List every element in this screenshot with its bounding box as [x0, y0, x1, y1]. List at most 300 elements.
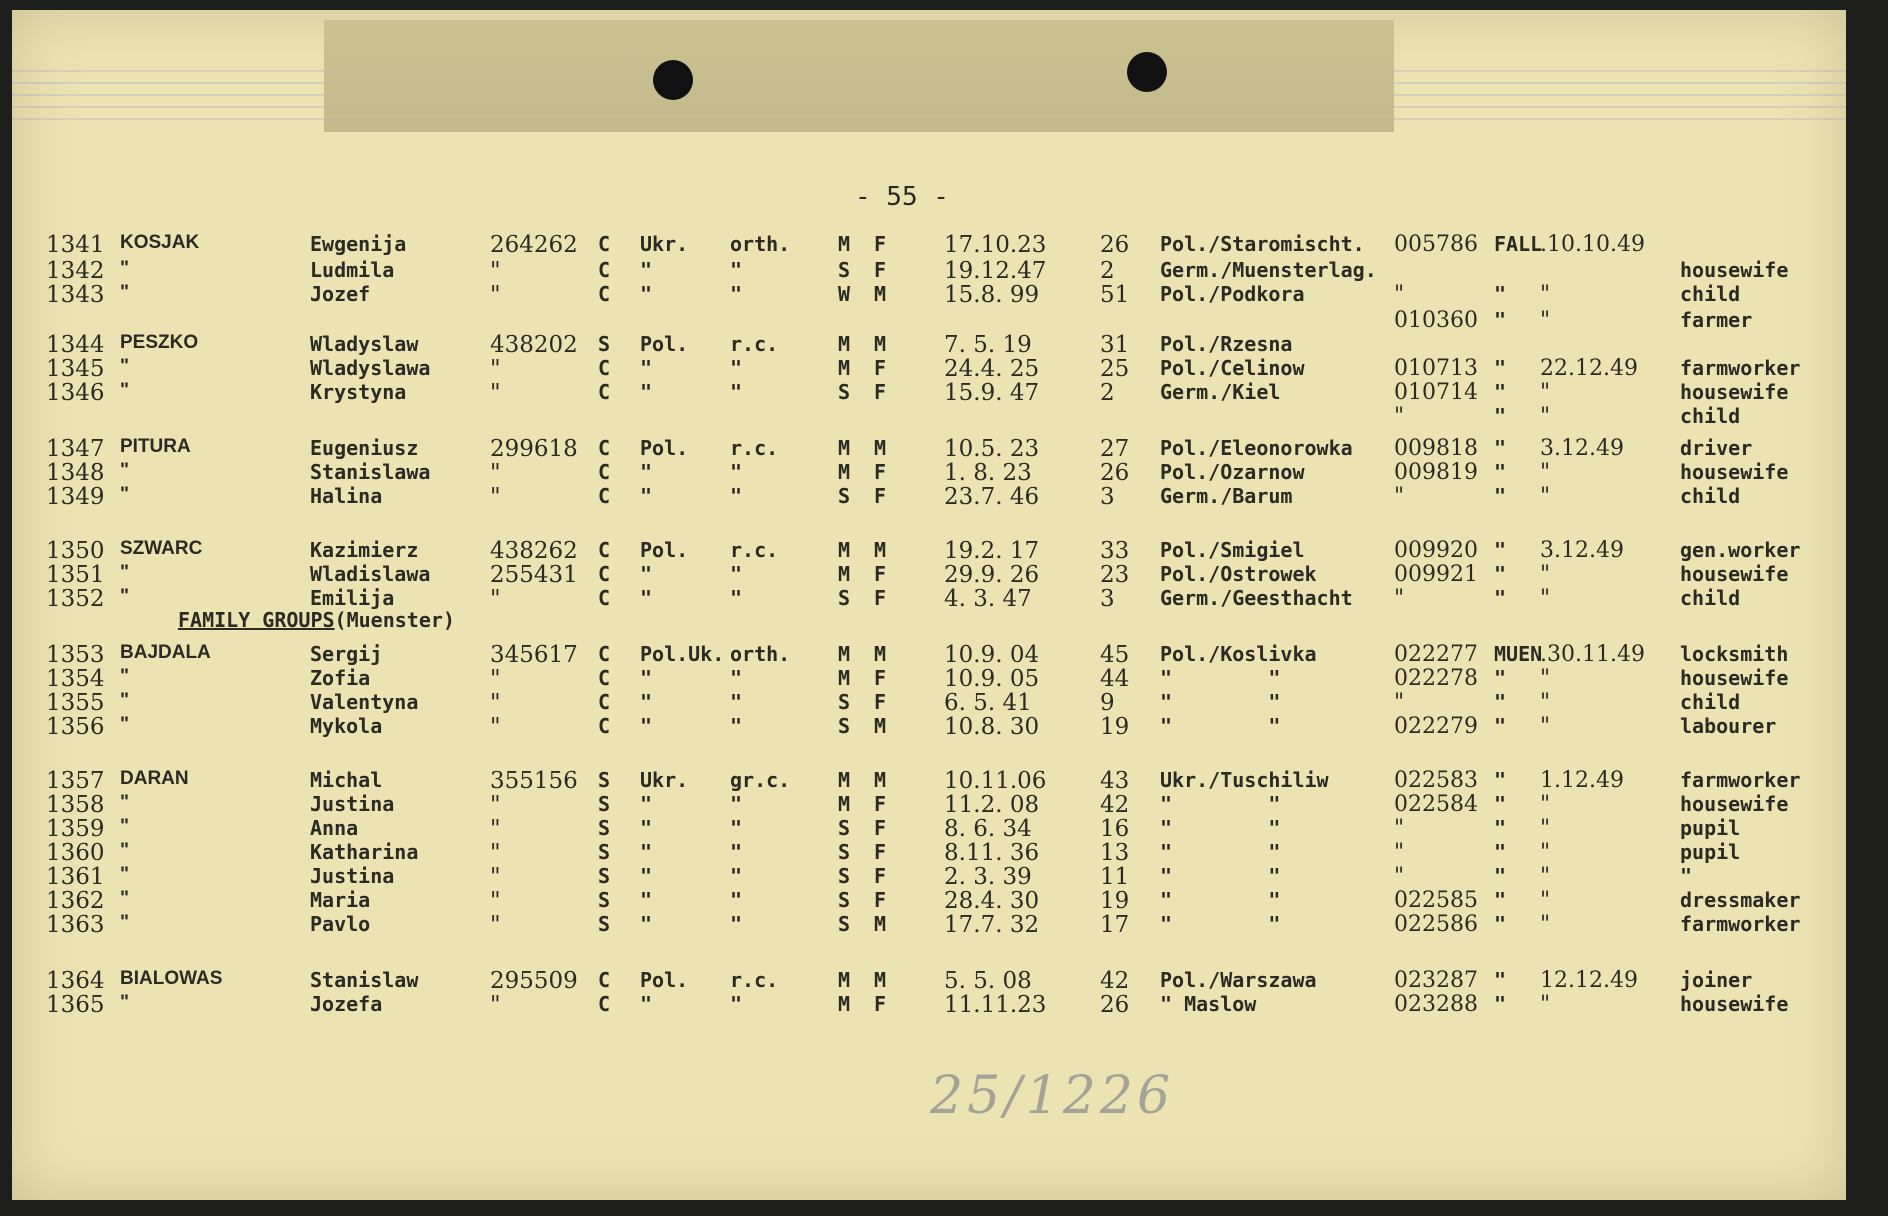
- cell-cat: C: [598, 436, 611, 460]
- cell-cat: C: [598, 460, 611, 484]
- cell-dest: ": [1494, 562, 1507, 586]
- cell-sex: F: [874, 258, 887, 282]
- cell-origin: " ": [1160, 888, 1281, 912]
- cell-no: 1353: [46, 642, 105, 668]
- cell-dob: 4. 3. 47: [944, 586, 1032, 612]
- cell-dest: ": [1494, 484, 1507, 508]
- cell-surname: ": [120, 460, 130, 481]
- cell-dob: 28.4. 30: [944, 888, 1040, 914]
- cell-cat: C: [598, 992, 611, 1016]
- cell-nat: ": [640, 484, 653, 508]
- cell-doc: 023287: [1394, 968, 1478, 993]
- cell-age: 13: [1100, 840, 1130, 866]
- cell-dob: 10.9. 05: [944, 666, 1040, 692]
- cell-no: 1343: [46, 282, 105, 308]
- cell-cat: C: [598, 968, 611, 992]
- cell-origin: Pol./Celinow: [1160, 356, 1305, 380]
- cell-occ: housewife: [1680, 460, 1789, 484]
- cell-occ: ": [1680, 864, 1693, 888]
- cell-date: ": [1540, 460, 1551, 485]
- cell-surname: ": [120, 864, 130, 885]
- cell-sex: F: [874, 690, 887, 714]
- cell-no: 1354: [46, 666, 105, 692]
- cell-occ: locksmith: [1680, 642, 1789, 666]
- cell-first: Jozef: [310, 282, 371, 306]
- punch-hole-icon: [653, 60, 693, 100]
- cell-surname: ": [120, 562, 130, 583]
- cell-date: ": [1540, 864, 1551, 889]
- table-row: [0, 562, 1834, 587]
- table-row: [0, 714, 1834, 739]
- cell-dest: ": [1494, 840, 1507, 864]
- cell-doc: 009819: [1394, 460, 1478, 485]
- cell-rel: ": [730, 690, 743, 714]
- cell-first: Maria: [310, 888, 371, 912]
- cell-surname: ": [120, 840, 130, 861]
- cell-age: 27: [1100, 436, 1130, 462]
- table-row: [0, 282, 1834, 307]
- cell-fam: S: [838, 714, 851, 738]
- cell-date: .30.11.49: [1540, 642, 1645, 667]
- cell-date: 22.12.49: [1540, 356, 1638, 381]
- cell-doc: 022586: [1394, 912, 1478, 937]
- cell-age: 26: [1100, 232, 1130, 258]
- cell-doc: 022277: [1394, 642, 1478, 667]
- cell-origin: " ": [1160, 690, 1281, 714]
- cell-first: Justina: [310, 792, 395, 816]
- cell-date: ": [1540, 404, 1551, 429]
- cell-nat: ": [640, 666, 653, 690]
- cell-doc: ": [1394, 404, 1405, 429]
- cell-nat: ": [640, 912, 653, 936]
- cell-dest: ": [1494, 888, 1507, 912]
- cell-id: ": [490, 714, 501, 740]
- cell-nat: Pol.Uk.: [640, 642, 725, 666]
- cell-first: Krystyna: [310, 380, 407, 404]
- cell-rel: ": [730, 586, 743, 610]
- cell-nat: ": [640, 258, 653, 282]
- cell-surname: ": [120, 258, 130, 279]
- cell-dob: 15.9. 47: [944, 380, 1040, 406]
- cell-origin: Ukr./Tuschiliw: [1160, 768, 1329, 792]
- cell-occ: housewife: [1680, 380, 1789, 404]
- cell-origin: Pol./Ostrowek: [1160, 562, 1317, 586]
- cell-rel: ": [730, 792, 743, 816]
- cell-occ: housewife: [1680, 992, 1789, 1016]
- cell-age: 11: [1100, 864, 1130, 890]
- cell-first: Halina: [310, 484, 383, 508]
- cell-doc: ": [1394, 864, 1405, 889]
- cell-nat: ": [640, 586, 653, 610]
- table-row: [0, 816, 1834, 841]
- cell-no: 1358: [46, 792, 105, 818]
- cell-first: Emilija: [310, 586, 395, 610]
- cell-occ: housewife: [1680, 258, 1789, 282]
- cell-no: 1363: [46, 912, 105, 938]
- table-row: [0, 308, 1834, 333]
- table-row: [0, 992, 1834, 1017]
- cell-surname: PITURA: [120, 436, 191, 457]
- cell-id: ": [490, 864, 501, 890]
- cell-date: ": [1540, 282, 1551, 307]
- cell-fam: S: [838, 888, 851, 912]
- cell-doc: 009920: [1394, 538, 1478, 563]
- cell-first: Michal: [310, 768, 383, 792]
- cell-dob: 17.10.23: [944, 232, 1047, 258]
- cell-no: 1365: [46, 992, 105, 1018]
- cell-rel: gr.c.: [730, 768, 791, 792]
- cell-age: 17: [1100, 912, 1130, 938]
- cell-nat: ": [640, 792, 653, 816]
- cell-origin: " ": [1160, 816, 1281, 840]
- cell-first: Sergij: [310, 642, 383, 666]
- cell-cat: C: [598, 586, 611, 610]
- cell-dob: 11.2. 08: [944, 792, 1040, 818]
- cell-dob: 23.7. 46: [944, 484, 1040, 510]
- cell-fam: M: [838, 642, 851, 666]
- cell-first: Wladislawa: [310, 562, 431, 586]
- cell-cat: C: [598, 666, 611, 690]
- cell-nat: Pol.: [640, 332, 689, 356]
- cell-origin: Pol./Staromischt.: [1160, 232, 1365, 256]
- table-row: [0, 642, 1834, 667]
- cell-dest: ": [1494, 768, 1507, 792]
- cell-occ: child: [1680, 690, 1741, 714]
- cell-rel: ": [730, 840, 743, 864]
- cell-origin: Pol./Warszawa: [1160, 968, 1317, 992]
- cell-age: 9: [1100, 690, 1115, 716]
- cell-occ: gen.worker: [1680, 538, 1801, 562]
- cell-occ: housewife: [1680, 792, 1789, 816]
- cell-doc: 005786: [1394, 232, 1478, 257]
- cell-dest: ": [1494, 380, 1507, 404]
- cell-fam: S: [838, 380, 851, 404]
- cell-cat: C: [598, 356, 611, 380]
- cell-occ: farmworker: [1680, 768, 1801, 792]
- cell-rel: ": [730, 356, 743, 380]
- cell-cat: S: [598, 332, 611, 356]
- cell-id: ": [490, 484, 501, 510]
- table-row: [0, 232, 1834, 257]
- cell-sex: F: [874, 666, 887, 690]
- cell-rel: ": [730, 912, 743, 936]
- cell-id: 295509: [490, 968, 578, 994]
- cell-origin: " ": [1160, 864, 1281, 888]
- cell-occ: pupil: [1680, 816, 1741, 840]
- cell-age: 25: [1100, 356, 1130, 382]
- cell-fam: M: [838, 968, 851, 992]
- cell-date: 1.12.49: [1540, 768, 1624, 793]
- cell-rel: r.c.: [730, 968, 779, 992]
- section-heading: [178, 608, 455, 632]
- cell-fam: W: [838, 282, 851, 306]
- cell-dest: ": [1494, 308, 1507, 332]
- cell-doc: ": [1394, 816, 1405, 841]
- cell-sex: F: [874, 840, 887, 864]
- cell-date: ": [1540, 586, 1551, 611]
- cell-date: ": [1540, 484, 1551, 509]
- cell-no: 1341: [46, 232, 105, 258]
- cell-no: 1349: [46, 484, 105, 510]
- cell-dob: 29.9. 26: [944, 562, 1040, 588]
- cell-doc: 022279: [1394, 714, 1478, 739]
- cell-fam: M: [838, 666, 851, 690]
- cell-occ: housewife: [1680, 666, 1789, 690]
- cell-doc: 009818: [1394, 436, 1478, 461]
- table-row: [0, 380, 1834, 405]
- cell-fam: S: [838, 864, 851, 888]
- cell-sex: M: [874, 436, 887, 460]
- cell-sex: M: [874, 714, 887, 738]
- cell-dest: ": [1494, 436, 1507, 460]
- cell-fam: M: [838, 332, 851, 356]
- cell-cat: C: [598, 258, 611, 282]
- cell-dest: FALL: [1494, 232, 1543, 256]
- cell-first: Valentyna: [310, 690, 419, 714]
- cell-dob: 24.4. 25: [944, 356, 1040, 382]
- table-row: [0, 666, 1834, 691]
- cell-id: ": [490, 380, 501, 406]
- cell-nat: Pol.: [640, 968, 689, 992]
- cell-id: 299618: [490, 436, 578, 462]
- table-row: [0, 460, 1834, 485]
- cell-nat: ": [640, 816, 653, 840]
- cell-nat: ": [640, 840, 653, 864]
- cell-occ: dressmaker: [1680, 888, 1801, 912]
- cell-age: 23: [1100, 562, 1130, 588]
- cell-rel: ": [730, 460, 743, 484]
- cell-dest: ": [1494, 404, 1507, 428]
- table-row: [0, 768, 1834, 793]
- cell-date: ": [1540, 690, 1551, 715]
- cell-nat: ": [640, 380, 653, 404]
- cell-date: ": [1540, 888, 1551, 913]
- cell-no: 1345: [46, 356, 105, 382]
- cell-cat: C: [598, 484, 611, 508]
- cell-date: ": [1540, 562, 1551, 587]
- cell-surname: KOSJAK: [120, 232, 200, 253]
- table-row: [0, 690, 1834, 715]
- cell-cat: C: [598, 562, 611, 586]
- cell-rel: ": [730, 562, 743, 586]
- cell-age: 31: [1100, 332, 1130, 358]
- cell-id: 438262: [490, 538, 578, 564]
- cell-cat: S: [598, 864, 611, 888]
- cell-no: 1357: [46, 768, 105, 794]
- cell-id: ": [490, 840, 501, 866]
- cell-sex: F: [874, 864, 887, 888]
- cell-fam: M: [838, 436, 851, 460]
- cell-dest: ": [1494, 992, 1507, 1016]
- cell-date: ": [1540, 308, 1551, 333]
- cell-surname: BAJDALA: [120, 642, 211, 663]
- cell-origin: Pol./Rzesna: [1160, 332, 1293, 356]
- cell-dest: ": [1494, 356, 1507, 380]
- cell-origin: Pol./Koslivka: [1160, 642, 1317, 666]
- cell-age: 2: [1100, 258, 1115, 284]
- cell-dob: 11.11.23: [944, 992, 1047, 1018]
- cell-origin: " ": [1160, 666, 1281, 690]
- cell-sex: M: [874, 538, 887, 562]
- cell-id: ": [490, 792, 501, 818]
- cell-id: 345617: [490, 642, 578, 668]
- cell-age: 43: [1100, 768, 1130, 794]
- cell-dob: 15.8. 99: [944, 282, 1040, 308]
- cell-id: 438202: [490, 332, 578, 358]
- cell-nat: ": [640, 562, 653, 586]
- cell-cat: C: [598, 714, 611, 738]
- cell-date: ": [1540, 816, 1551, 841]
- cell-origin: Germ./Barum: [1160, 484, 1293, 508]
- cell-rel: ": [730, 258, 743, 282]
- cell-no: 1344: [46, 332, 105, 358]
- cell-cat: S: [598, 888, 611, 912]
- cell-no: 1359: [46, 816, 105, 842]
- cell-date: ": [1540, 666, 1551, 691]
- cell-no: 1352: [46, 586, 105, 612]
- cell-date: ": [1540, 840, 1551, 865]
- cell-doc: 010360: [1394, 308, 1478, 333]
- cell-occ: farmworker: [1680, 912, 1801, 936]
- cell-fam: M: [838, 768, 851, 792]
- cell-age: 16: [1100, 816, 1130, 842]
- cell-dob: 10.11.06: [944, 768, 1047, 794]
- cell-age: 26: [1100, 460, 1130, 486]
- cell-rel: r.c.: [730, 436, 779, 460]
- cell-surname: PESZKO: [120, 332, 199, 353]
- cell-nat: Ukr.: [640, 232, 689, 256]
- cell-surname: ": [120, 792, 130, 813]
- cell-origin: Pol./Podkora: [1160, 282, 1305, 306]
- cell-surname: ": [120, 714, 130, 735]
- cell-dest: ": [1494, 666, 1507, 690]
- cell-first: Ewgenija: [310, 232, 407, 256]
- table-row: [0, 864, 1834, 889]
- cell-id: 355156: [490, 768, 578, 794]
- cell-dest: MUEN: [1494, 642, 1543, 666]
- cell-no: 1346: [46, 380, 105, 406]
- cell-dob: 7. 5. 19: [944, 332, 1032, 358]
- cell-dob: 2. 3. 39: [944, 864, 1032, 890]
- cell-dob: 6. 5. 41: [944, 690, 1032, 716]
- cell-dest: ": [1494, 968, 1507, 992]
- cell-doc: ": [1394, 840, 1405, 865]
- cell-occ: child: [1680, 282, 1741, 306]
- cell-date: ": [1540, 912, 1551, 937]
- cell-sex: F: [874, 992, 887, 1016]
- cell-rel: r.c.: [730, 332, 779, 356]
- cell-age: 19: [1100, 888, 1130, 914]
- cell-first: Wladyslaw: [310, 332, 419, 356]
- cell-nat: Ukr.: [640, 768, 689, 792]
- cell-fam: M: [838, 356, 851, 380]
- section-heading-underlined: FAMILY GROUPS: [178, 608, 335, 632]
- cell-sex: F: [874, 792, 887, 816]
- cell-age: 2: [1100, 380, 1115, 406]
- cell-date: ": [1540, 992, 1551, 1017]
- cell-origin: Germ./Muensterlag.: [1160, 258, 1377, 282]
- cell-cat: C: [598, 282, 611, 306]
- cell-cat: C: [598, 538, 611, 562]
- section-heading-rest: (Muenster): [334, 608, 455, 632]
- cell-dest: ": [1494, 816, 1507, 840]
- cell-first: Zofia: [310, 666, 371, 690]
- cell-doc: 010713: [1394, 356, 1478, 381]
- cell-sex: F: [874, 888, 887, 912]
- cell-rel: ": [730, 992, 743, 1016]
- cell-surname: ": [120, 484, 130, 505]
- cell-doc: 022583: [1394, 768, 1478, 793]
- cell-dob: 1. 8. 23: [944, 460, 1032, 486]
- cell-cat: C: [598, 642, 611, 666]
- cell-age: 26: [1100, 992, 1130, 1018]
- cell-cat: C: [598, 690, 611, 714]
- punch-hole-icon: [1127, 52, 1167, 92]
- cell-dest: ": [1494, 714, 1507, 738]
- cell-fam: M: [838, 232, 851, 256]
- cell-rel: ": [730, 864, 743, 888]
- cell-rel: ": [730, 380, 743, 404]
- cell-dest: ": [1494, 282, 1507, 306]
- cell-dest: ": [1494, 912, 1507, 936]
- cell-no: 1347: [46, 436, 105, 462]
- cell-surname: ": [120, 912, 130, 933]
- cell-dob: 10.8. 30: [944, 714, 1040, 740]
- cell-id: ": [490, 282, 501, 308]
- cell-occ: housewife: [1680, 562, 1789, 586]
- cell-first: Jozefa: [310, 992, 383, 1016]
- cell-sex: F: [874, 484, 887, 508]
- cell-origin: " ": [1160, 912, 1281, 936]
- cell-cat: S: [598, 912, 611, 936]
- cell-doc: 022584: [1394, 792, 1478, 817]
- cell-surname: BIALOWAS: [120, 968, 223, 989]
- cell-cat: S: [598, 840, 611, 864]
- cell-sex: M: [874, 968, 887, 992]
- page-number: - 55 -: [855, 182, 949, 212]
- cell-date: 3.12.49: [1540, 538, 1624, 563]
- cell-id: ": [490, 460, 501, 486]
- cell-no: 1360: [46, 840, 105, 866]
- cell-cat: C: [598, 380, 611, 404]
- cell-cat: S: [598, 816, 611, 840]
- cell-sex: F: [874, 356, 887, 380]
- cell-rel: orth.: [730, 232, 791, 256]
- cell-fam: M: [838, 562, 851, 586]
- cell-nat: Pol.: [640, 436, 689, 460]
- cell-sex: M: [874, 768, 887, 792]
- cell-sex: M: [874, 642, 887, 666]
- table-row: [0, 356, 1834, 381]
- cell-occ: child: [1680, 404, 1741, 428]
- cell-sex: F: [874, 460, 887, 484]
- cell-fam: S: [838, 258, 851, 282]
- cell-date: ": [1540, 714, 1551, 739]
- cell-occ: farmer: [1680, 308, 1753, 332]
- table-row: [0, 436, 1834, 461]
- cell-age: 45: [1100, 642, 1130, 668]
- cell-nat: ": [640, 690, 653, 714]
- cell-no: 1342: [46, 258, 105, 284]
- handwritten-file-reference: 25/1226: [930, 1066, 1175, 1126]
- cell-first: Ludmila: [310, 258, 395, 282]
- cell-fam: M: [838, 992, 851, 1016]
- cell-rel: ": [730, 666, 743, 690]
- cell-age: 33: [1100, 538, 1130, 564]
- cell-id: ": [490, 888, 501, 914]
- cell-doc: 022585: [1394, 888, 1478, 913]
- cell-doc: 023288: [1394, 992, 1478, 1017]
